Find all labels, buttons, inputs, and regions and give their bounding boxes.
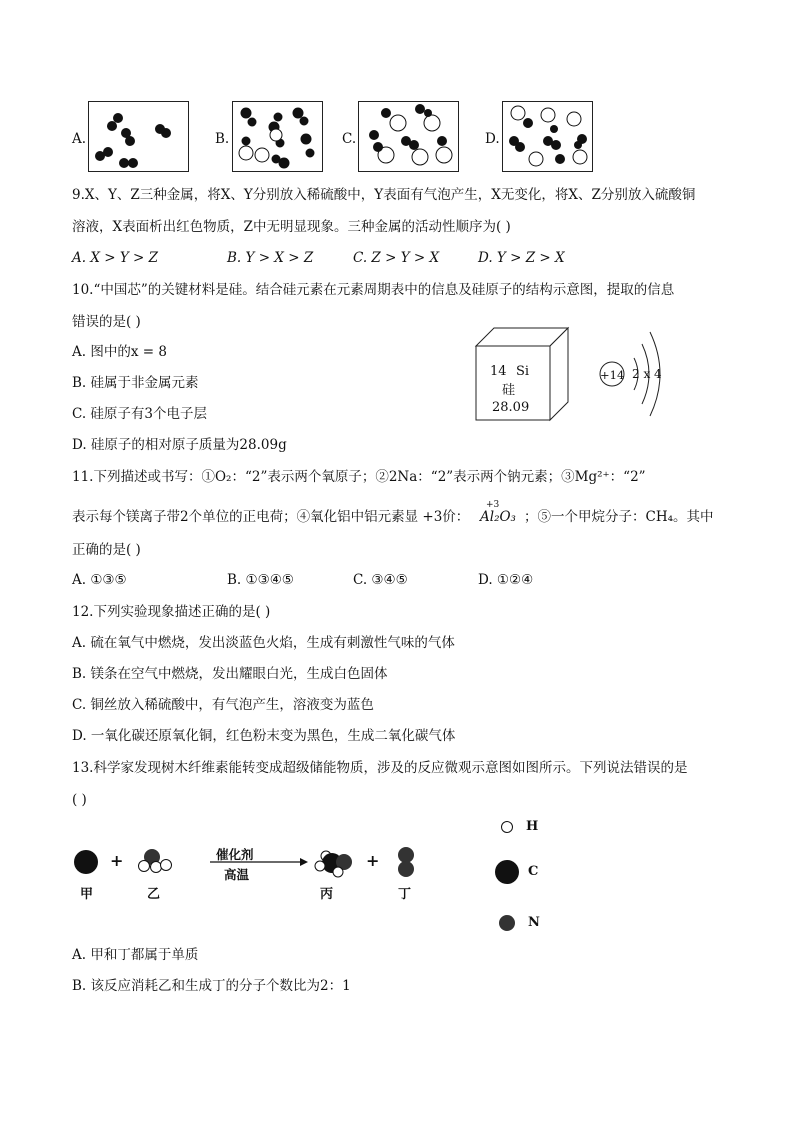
q11-option-d[interactable]: D. ①②④ — [478, 572, 534, 588]
q12-stem: 12.下列实验现象描述正确的是( ) — [72, 604, 271, 620]
q11-stem-line3: 正确的是( ) — [72, 542, 141, 558]
q11-option-a[interactable]: A. ①③⑤ — [72, 572, 127, 588]
q8-option-c-label: C. — [342, 131, 357, 147]
element-name: 硅 — [502, 383, 516, 398]
q10-option-a[interactable]: A. 图中的x = 8 — [72, 344, 167, 360]
q13-option-b[interactable]: B. 该反应消耗乙和生成丁的分子个数比为2：1 — [72, 978, 351, 994]
q11-aluminum-charge: +3 — [486, 500, 500, 510]
reaction-plus-1: + — [110, 851, 124, 870]
reaction-condition: 高温 — [224, 867, 250, 882]
species-label-yi: 乙 — [147, 887, 161, 902]
q12-option-a[interactable]: A. 硫在氧气中燃烧，发出淡蓝色火焰，生成有刺激性气味的气体 — [72, 635, 455, 651]
reaction-catalyst: 催化剂 — [216, 847, 254, 862]
q11-stem-line2-start: 表示每个镁离子带2个单位的正电荷；④氧化铝中铝元素显 +3价： — [72, 509, 470, 525]
q9-stem-line2: 溶液，X表面析出红色物质，Z中无明显现象。三种金属的活动性顺序为( ) — [72, 219, 511, 235]
q13-stem-line1: 13.科学家发现树木纤维素能转变成超级储能物质，涉及的反应微观示意图如图所示。下列说法错误的是 — [72, 760, 688, 776]
element-atomic-number: 14 — [490, 364, 507, 379]
q9-option-b[interactable]: B. Y > X > Z — [227, 250, 314, 266]
atom-legend — [494, 818, 524, 934]
element-atomic-mass: 28.09 — [492, 400, 530, 415]
species-label-ding: 丁 — [398, 887, 412, 902]
q8-option-a-label: A. — [72, 131, 87, 147]
q11-stem-line1: 11.下列描述或书写：①O₂：“2”表示两个氧原子；②2Na：“2”表示两个钠元素；③Mg²⁺：“2” — [72, 469, 646, 485]
atom-nucleus-charge: +14 — [600, 368, 625, 382]
q8-option-d-label: D. — [485, 131, 500, 147]
legend-nitrogen: N — [528, 915, 540, 930]
q12-option-d[interactable]: D. 一氧化碳还原氧化铜，红色粉末变为黑色，生成二氧化碳气体 — [72, 728, 456, 744]
legend-hydrogen: H — [526, 819, 539, 834]
q13-stem-line2: ( ) — [72, 792, 87, 808]
q11-option-c[interactable]: C. ③④⑤ — [353, 572, 408, 588]
q8-option-b-diagram — [232, 101, 324, 173]
q9-stem-line1: 9.X、Y、Z三种金属，将X、Y分别放入稀硫酸中，Y表面有气泡产生，X无变化，将X、Z分别放入硫酸铜 — [72, 187, 696, 203]
q11-aluminum-oxide-formula: Al₂O₃ — [480, 509, 516, 525]
q9-option-a[interactable]: A. X > Y > Z — [72, 250, 159, 266]
q12-option-b[interactable]: B. 镁条在空气中燃烧，发出耀眼白光，生成白色固体 — [72, 666, 388, 682]
reaction-plus-2: + — [366, 851, 380, 870]
q9-option-d[interactable]: D. Y > Z > X — [478, 250, 565, 266]
q10-option-c[interactable]: C. 硅原子有3个电子层 — [72, 406, 208, 422]
q10-option-d[interactable]: D. 硅原子的相对原子质量为28.09g — [72, 437, 287, 453]
atom-electron-shells: 2 x 4 — [632, 367, 662, 381]
q10-stem-line1: 10.“中国芯”的关键材料是硅。结合硅元素在元素周期表中的信息及硅原子的结构示意图，提取的信息 — [72, 282, 675, 298]
species-label-jia: 甲 — [80, 887, 94, 902]
species-label-bing: 丙 — [320, 887, 334, 902]
element-symbol: Si — [516, 364, 530, 379]
q8-option-c-diagram — [358, 101, 460, 173]
q8-option-a-diagram — [88, 101, 190, 173]
q8-option-d-diagram — [502, 101, 594, 173]
q13-option-a[interactable]: A. 甲和丁都属于单质 — [72, 947, 199, 963]
q9-option-c[interactable]: C. Z > Y > X — [353, 250, 440, 266]
q8-option-b-label: B. — [215, 131, 230, 147]
q12-option-c[interactable]: C. 铜丝放入稀硫酸中，有气泡产生，溶液变为蓝色 — [72, 697, 374, 713]
q11-stem-line2-end: ；⑤一个甲烷分子：CH₄。其中 — [524, 509, 714, 525]
legend-carbon: C — [528, 864, 539, 879]
q10-stem-line2: 错误的是( ) — [72, 314, 141, 330]
q10-option-b[interactable]: B. 硅属于非金属元素 — [72, 375, 199, 391]
q11-option-b[interactable]: B. ①③④⑤ — [227, 572, 294, 588]
